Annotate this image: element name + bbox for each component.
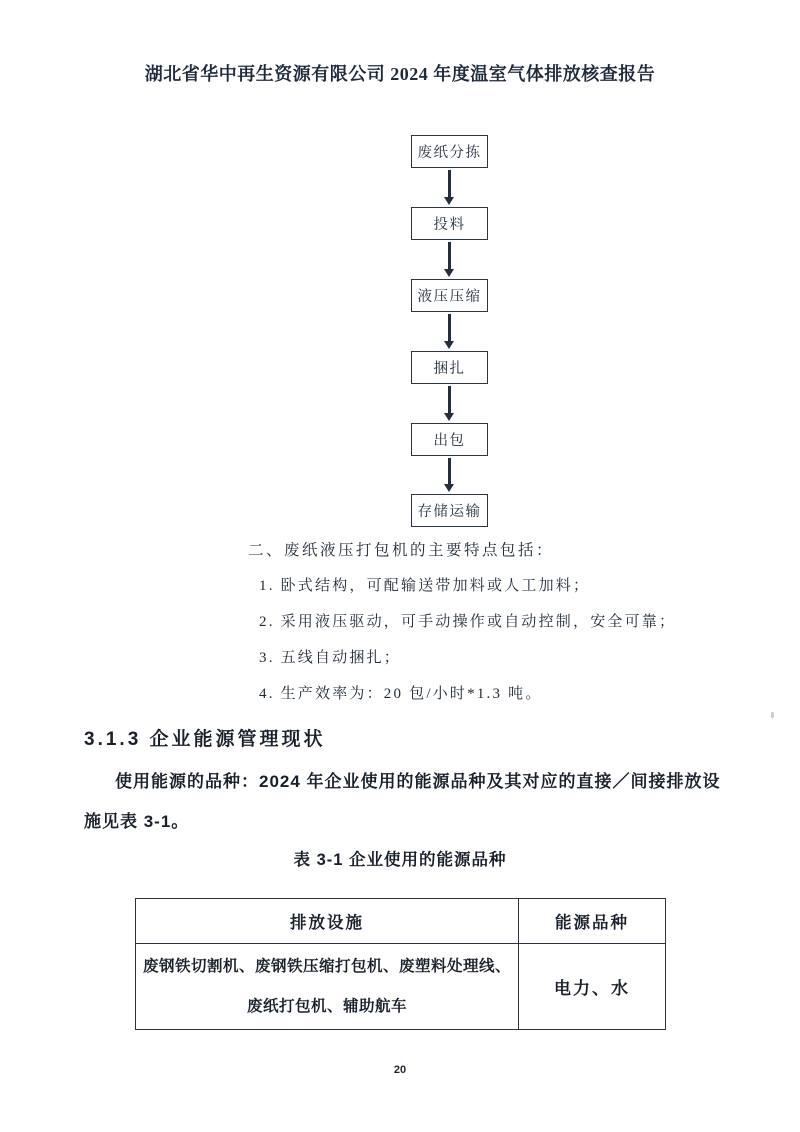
table-title: 表 3-1 企业使用的能源品种 [293, 851, 507, 869]
arrow-down-icon [448, 458, 451, 484]
energy-table [135, 898, 666, 1030]
table-header-emission-facility: 排放设施 [136, 899, 519, 944]
flow-step-strapping: 捆扎 [411, 351, 488, 384]
page-number: 20 [393, 1064, 407, 1076]
feature-item-2: 2. 采用液压驱动，可手动操作或自动控制，安全可靠； [259, 614, 677, 630]
arrow-down-icon [448, 170, 451, 197]
document-header-title: 湖北省华中再生资源有限公司 2024 年度温室气体排放核查报告 [144, 64, 656, 84]
flow-step-storage-transport: 存储运输 [411, 494, 488, 527]
feature-item-3: 3. 五线自动捆扎； [259, 650, 402, 666]
table-header-energy-type: 能源品种 [519, 899, 666, 944]
table-cell-facilities: 废钢铁切割机、废钢铁压缩打包机、废塑料处理线、废纸打包机、辅助航车 [136, 944, 519, 1030]
arrow-down-icon [448, 386, 451, 413]
section-paragraph: 使用能源的品种：2024 年企业使用的能源品种及其对应的直接／间接排放设施见表 3-1。 [84, 772, 721, 831]
feature-item-4: 4. 生产效率为：20 包/小时*1.3 吨。 [259, 686, 543, 702]
table-row [136, 944, 666, 1030]
table-header-row [136, 899, 666, 944]
flow-step-feeding: 投料 [411, 207, 488, 240]
features-intro: 二、废纸液压打包机的主要特点包括： [248, 542, 555, 559]
arrow-down-icon [448, 242, 451, 269]
flow-step-hydraulic-compression: 液压压缩 [411, 279, 488, 312]
scan-artifact-speck [771, 712, 774, 718]
flow-step-bale-output: 出包 [411, 423, 488, 456]
table-cell-energy: 电力、水 [519, 944, 666, 1030]
section-heading: 3.1.3 企业能源管理现状 [84, 729, 326, 750]
feature-item-1: 1. 卧式结构，可配输送带加料或人工加料； [259, 578, 591, 594]
arrow-down-icon [448, 314, 451, 341]
flow-step-waste-paper-sorting: 废纸分拣 [411, 135, 488, 168]
